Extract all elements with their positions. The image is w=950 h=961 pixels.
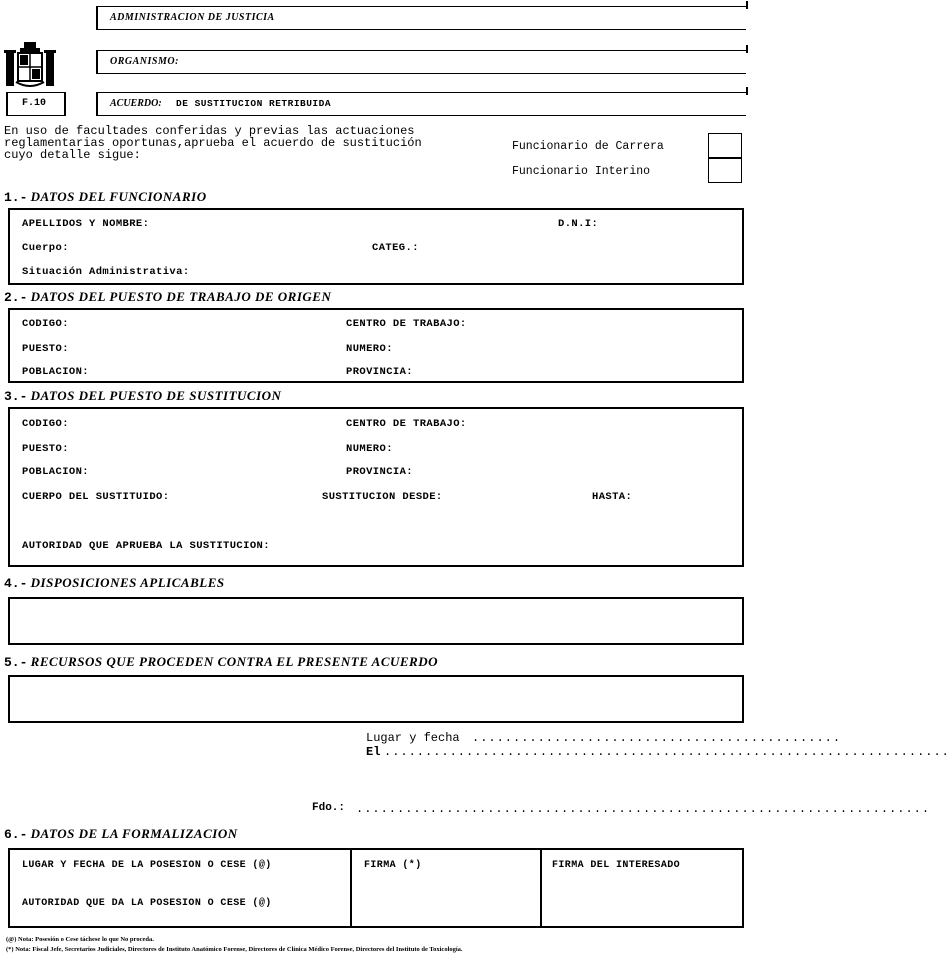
section-4-heading bbox=[4, 575, 225, 591]
section-title: DATOS DEL PUESTO DE SUSTITUCION bbox=[30, 388, 282, 403]
acuerdo-label: ACUERDO: bbox=[110, 98, 162, 109]
formalizacion-col-firma[interactable] bbox=[352, 850, 542, 926]
section-number: 5.- bbox=[4, 655, 28, 670]
interino-checkbox[interactable] bbox=[708, 158, 742, 183]
organismo-label: ORGANISMO: bbox=[110, 56, 179, 67]
section-number: 1.- bbox=[4, 190, 28, 205]
section-title: DATOS DE LA FORMALIZACION bbox=[30, 826, 238, 841]
form-code: F.10 bbox=[22, 98, 47, 109]
sust-desde-label[interactable]: SUSTITUCION DESDE: bbox=[322, 491, 443, 503]
acuerdo-value: DE SUSTITUCION RETRIBUIDA bbox=[176, 98, 332, 109]
formalizacion-table bbox=[8, 848, 744, 928]
sust-puesto-label[interactable]: PUESTO: bbox=[22, 443, 69, 455]
organismo-box[interactable] bbox=[96, 50, 746, 74]
sust-poblacion-label[interactable]: POBLACION: bbox=[22, 466, 90, 478]
origen-puesto-label[interactable]: PUESTO: bbox=[22, 343, 69, 355]
intro-line-2: reglamentarias oportunas,aprueba el acuerdo de sustitución bbox=[4, 136, 422, 150]
origen-centro-label[interactable]: CENTRO DE TRABAJO: bbox=[346, 318, 467, 330]
lugar-posesion-label[interactable]: LUGAR Y FECHA DE LA POSESION O CESE (@) bbox=[22, 860, 272, 871]
sust-cuerpo-label[interactable]: CUERPO DEL SUSTITUIDO: bbox=[22, 491, 170, 503]
sust-codigo-label[interactable]: CODIGO: bbox=[22, 418, 69, 430]
admin-title: ADMINISTRACION DE JUSTICIA bbox=[110, 12, 275, 23]
option-carrera-label: Funcionario de Carrera bbox=[512, 140, 664, 153]
section-title: DATOS DEL FUNCIONARIO bbox=[30, 189, 207, 204]
el-line[interactable]: ..................................................................... bbox=[384, 745, 950, 759]
situacion-label[interactable]: Situación Administrativa: bbox=[22, 266, 190, 278]
section-number: 3.- bbox=[4, 389, 28, 404]
firma-label: FIRMA (*) bbox=[364, 860, 422, 871]
intro-paragraph bbox=[4, 125, 422, 161]
coat-of-arms-emblem bbox=[4, 40, 56, 90]
sust-autoridad-label[interactable]: AUTORIDAD QUE APRUEBA LA SUSTITUCION: bbox=[22, 540, 270, 552]
intro-line-1: En uso de facultades conferidas y previas las actuaciones bbox=[4, 124, 415, 138]
firma-interesado-label: FIRMA DEL INTERESADO bbox=[552, 860, 681, 871]
acuerdo-box bbox=[96, 92, 746, 116]
section-2-heading bbox=[4, 289, 331, 305]
el-label: El bbox=[366, 745, 381, 759]
section-title: RECURSOS QUE PROCEDEN CONTRA EL PRESENTE ACUERDO bbox=[30, 654, 439, 669]
categ-label[interactable]: CATEG.: bbox=[372, 242, 419, 254]
sust-provincia-label[interactable]: PROVINCIA: bbox=[346, 466, 414, 478]
sust-centro-label[interactable]: CENTRO DE TRABAJO: bbox=[346, 418, 467, 430]
lugar-fecha-label: Lugar y fecha bbox=[366, 731, 460, 745]
sust-hasta-label[interactable]: HASTA: bbox=[592, 491, 633, 503]
section-6-heading bbox=[4, 826, 238, 842]
lugar-fecha-line[interactable]: ............................................. bbox=[472, 731, 842, 745]
section-number: 2.- bbox=[4, 290, 28, 305]
section-title: DATOS DEL PUESTO DE TRABAJO DE ORIGEN bbox=[30, 289, 332, 304]
form-code-box bbox=[6, 92, 66, 116]
section-title: DISPOSICIONES APLICABLES bbox=[30, 575, 225, 590]
section-1-heading bbox=[4, 189, 207, 205]
formalizacion-col-left bbox=[10, 850, 352, 926]
carrera-checkbox[interactable] bbox=[708, 133, 742, 158]
formalizacion-col-interesado[interactable] bbox=[542, 850, 742, 926]
sust-numero-label[interactable]: NUMERO: bbox=[346, 443, 393, 455]
section-3-heading bbox=[4, 388, 281, 404]
footnote-1: (@) Nota: Posesión o Cese táchese lo que No proceda. bbox=[6, 936, 154, 943]
origen-box bbox=[8, 308, 744, 383]
origen-provincia-label[interactable]: PROVINCIA: bbox=[346, 366, 414, 378]
admin-header-box bbox=[96, 6, 746, 30]
autoridad-posesion-label[interactable]: AUTORIDAD QUE DA LA POSESION O CESE (@) bbox=[22, 898, 272, 909]
fdo-label: Fdo.: bbox=[312, 802, 346, 814]
origen-numero-label[interactable]: NUMERO: bbox=[346, 343, 393, 355]
cuerpo-label[interactable]: Cuerpo: bbox=[22, 242, 69, 254]
option-interino-label: Funcionario Interino bbox=[512, 165, 651, 178]
disposiciones-box[interactable] bbox=[8, 597, 744, 645]
recursos-box[interactable] bbox=[8, 675, 744, 723]
sustitucion-box bbox=[8, 407, 744, 567]
section-number: 4.- bbox=[4, 576, 28, 591]
section-5-heading bbox=[4, 654, 438, 670]
dni-label[interactable]: D.N.I: bbox=[558, 218, 599, 230]
footnote-2: (*) Nota: Fiscal Jefe, Secretarios Judiciales, Directores de Instituto Anatómico Forense, Directores de Clínica Médico Forense, Directores del Instituto de Toxicología. bbox=[6, 946, 463, 953]
origen-codigo-label[interactable]: CODIGO: bbox=[22, 318, 69, 330]
fdo-line[interactable]: ...................................................................... bbox=[356, 802, 931, 816]
intro-line-3: cuyo detalle sigue: bbox=[4, 148, 141, 162]
origen-poblacion-label[interactable]: POBLACION: bbox=[22, 366, 90, 378]
section-number: 6.- bbox=[4, 827, 28, 842]
apellidos-label[interactable]: APELLIDOS Y NOMBRE: bbox=[22, 218, 150, 230]
funcionario-box bbox=[8, 208, 744, 285]
